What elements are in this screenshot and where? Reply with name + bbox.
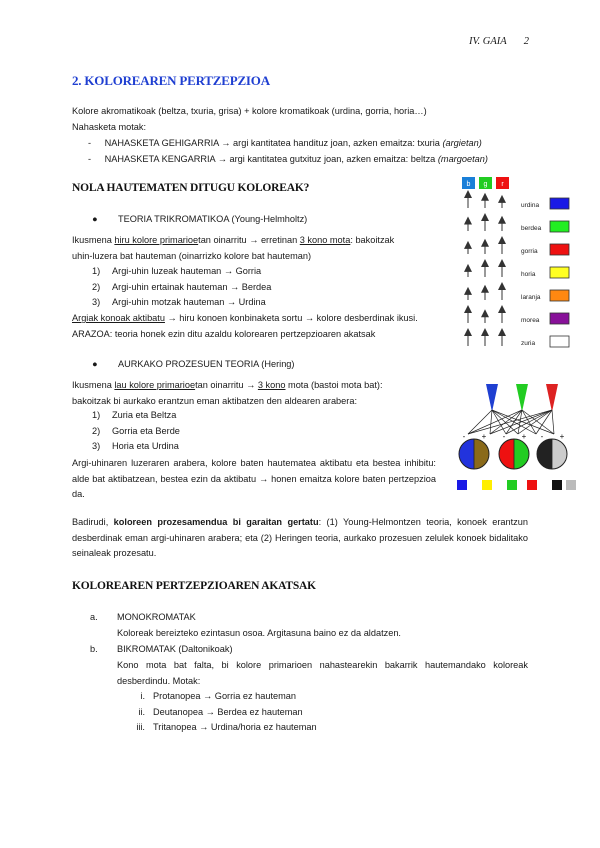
list-number: 1) — [92, 410, 101, 420]
list-text: Deutanopea → Berdea ez hauteman — [153, 706, 303, 717]
color-label: gorria — [521, 248, 538, 255]
opponent-cell-half — [459, 439, 474, 469]
theory1-paragraph — [72, 233, 450, 264]
section-title-perception: NOLA HAUTEMATEN DITUGU KOLOREAK? — [72, 182, 310, 194]
neural-connection — [468, 410, 552, 434]
mix-additive — [88, 136, 482, 152]
theory1-list — [92, 264, 271, 311]
list-text: Zuria eta Beltza — [112, 410, 177, 420]
text-bold: koloreen prozesamendua bi garaitan gertatu — [113, 517, 319, 527]
theory-opponent-title — [92, 357, 294, 373]
polarity-sign: - — [540, 432, 544, 441]
arrow-head — [498, 216, 506, 224]
arrow-head — [481, 259, 489, 267]
defect-title: BIKROMATAK (Daltonikoak) — [117, 644, 233, 654]
defect-b — [90, 642, 233, 658]
arrow-head — [498, 305, 506, 313]
text: mota (bastoi mota bat): — [285, 380, 383, 390]
arrow-head — [498, 282, 506, 290]
text: : (1) Young-Helmontzen teoria, konoek erantzun desberdinak eman argi-uhinaren arabera; eta (2) Heringen teoria, aurkako prozesuen zelulek konoek bidalitako seinaleak prozesatu. — [72, 517, 528, 558]
dash: - — [88, 138, 92, 148]
arrow-head — [464, 190, 472, 198]
arrow-head — [498, 195, 506, 203]
dichromat-types — [119, 689, 317, 736]
text-underlined: lau kolore primarioe — [114, 380, 196, 390]
color-label: morea — [521, 317, 540, 324]
section-title-defects: KOLOREAREN PERTZEPZIOAREN AKATSAK — [72, 580, 316, 592]
neural-connection — [490, 410, 492, 434]
color-label: horia — [521, 271, 536, 278]
text-underlined: 3 kono mota — [299, 235, 351, 245]
cone-icon — [486, 384, 498, 412]
theory-trichromatic-title — [92, 212, 307, 228]
color-swatch — [550, 267, 569, 278]
text: uhin-luzera bat hauteman (oinarrizko kolore bat hauteman) — [72, 250, 312, 261]
defect-a — [90, 610, 196, 626]
text-underlined: Argiak konoak aktibatu — [72, 313, 165, 323]
output-color-swatch — [566, 480, 576, 490]
intro-line-1: Kolore akromatikoak (beltza, txuria, grisa) + kolore kromatikoak (urdina, gorria, horia…) — [72, 106, 427, 116]
list-text: Argi-uhin luzeak hauteman → Gorria — [112, 266, 262, 276]
opponent-cell-half — [552, 439, 567, 469]
theory-title-text: TEORIA TRIKROMATIKOA (Young-Helmholtz) — [118, 214, 308, 224]
list-number: 2) — [92, 281, 101, 292]
cone-header-label: g — [483, 181, 488, 188]
text: : bakoitzak — [350, 235, 395, 245]
text: Badirudi, — [72, 517, 114, 527]
page-title: 2. KOLOREAREN PERTZEPZIOA — [72, 73, 270, 88]
theory1-activation — [72, 311, 418, 327]
mix-subtractive-note: (margoetan) — [437, 154, 488, 164]
opponent-cell-half — [537, 439, 552, 469]
cone-icon — [516, 384, 528, 412]
output-color-swatch — [457, 480, 467, 490]
arrow-head — [481, 285, 489, 293]
opponent-cell-half — [514, 439, 529, 469]
theory2-paragraph — [72, 378, 436, 409]
conclusion-paragraph — [72, 515, 528, 562]
arrow-head — [481, 193, 489, 201]
list-item — [119, 705, 317, 721]
list-item — [92, 408, 180, 424]
arrow-head — [481, 309, 489, 317]
list-item — [92, 424, 180, 440]
arrow-head — [464, 328, 472, 336]
arrow-head — [498, 328, 506, 336]
arrow-head — [464, 264, 472, 272]
arrow-head — [464, 287, 472, 295]
defect-a-text: Koloreak bereizteko ezintasun osoa. Argitasuna baino ez da aldatzen. — [117, 628, 401, 638]
opponent-cell-half — [499, 439, 514, 469]
list-marker: ii. — [138, 706, 145, 717]
arrow-head — [481, 213, 489, 221]
color-label: zuria — [521, 340, 536, 347]
arrow-head — [464, 241, 472, 249]
mix-subtractive-text: NAHASKETA KENGARRIA → argi kantitatea gutxituz joan, azken emaitza: beltza — [104, 154, 438, 164]
opponent-cell-half — [474, 439, 489, 469]
output-color-swatch — [507, 480, 517, 490]
output-color-swatch — [552, 480, 562, 490]
text: tan oinarritu → — [195, 380, 258, 390]
list-item — [92, 439, 180, 455]
list-number: 3) — [92, 297, 101, 307]
arrow-head — [481, 328, 489, 336]
bullet-icon: ● — [92, 214, 98, 224]
defect-b-text: Kono mota bat falta, bi kolore primarioen nahastearekin bakarrik hautemandako koloreak desberdindu. Motak: — [117, 660, 528, 686]
dash: - — [88, 154, 92, 164]
bullet-icon: ● — [92, 359, 98, 369]
cone-header-label: r — [501, 181, 504, 188]
page-header — [469, 36, 529, 47]
text: bakoitzak bi aurkako erantzun eman aktibatzen den aldearen arabera: — [72, 395, 357, 406]
polarity-sign: - — [502, 432, 506, 441]
opponent-process-diagram — [452, 382, 582, 494]
arrow-head — [498, 259, 506, 267]
list-item — [119, 720, 317, 736]
color-swatch — [550, 313, 569, 324]
theory-title-text: AURKAKO PROZESUEN TEORIA (Hering) — [118, 359, 295, 369]
text: Ikusmena — [72, 380, 115, 390]
color-swatch — [550, 336, 569, 347]
arrow-head — [464, 305, 472, 313]
mix-additive-note: (argietan) — [442, 138, 482, 148]
list-text: Protanopea → Gorria ez hauteman — [153, 691, 296, 701]
text-underlined: hiru kolore primarioe — [114, 235, 199, 245]
list-marker: b. — [90, 644, 98, 654]
theory2-explanation: Argi-uhinaren luzeraren arabera, kolore baten hautematea aktibatu eta bestea inhibitu: alde bat aktibatzean, bestea ezin da aktibatu → honen emaitza kolore baten pertzepzioa da. — [72, 458, 436, 499]
arrow-head — [498, 236, 506, 244]
text: tan oinarritu → erretinan — [198, 235, 300, 245]
color-label: laranja — [521, 294, 541, 301]
color-swatch — [550, 221, 569, 232]
color-label: berdea — [521, 225, 542, 232]
cone-icon — [546, 384, 558, 412]
color-label: urdina — [521, 202, 540, 209]
page-number: 2 — [523, 36, 530, 47]
list-number: 2) — [92, 425, 101, 436]
list-marker: iii. — [136, 722, 145, 732]
theory1-problem: ARAZOA: teoria honek ezin ditu azaldu kolorearen pertzepzioaren akatsak — [72, 329, 376, 339]
list-text: Argi-uhin motzak hauteman → Urdina — [112, 297, 266, 307]
polarity-sign: + — [521, 432, 527, 441]
list-marker: i. — [140, 691, 145, 701]
list-item — [92, 280, 271, 296]
list-text: Horia eta Urdina — [112, 441, 179, 451]
text-underlined: 3 kono — [257, 380, 286, 390]
list-marker: a. — [90, 612, 98, 622]
trichromatic-diagram — [456, 175, 576, 375]
list-text: Gorria eta Berde — [112, 425, 180, 436]
list-item — [92, 264, 271, 280]
color-swatch — [550, 290, 569, 301]
output-color-swatch — [482, 480, 492, 490]
output-color-swatch — [527, 480, 537, 490]
list-number: 3) — [92, 441, 101, 451]
mix-subtractive — [88, 152, 488, 168]
polarity-sign: - — [462, 432, 466, 441]
neural-connection — [552, 410, 554, 434]
defect-title: MONOKROMATAK — [117, 612, 196, 622]
color-swatch — [550, 244, 569, 255]
text: Ikusmena — [72, 235, 115, 245]
list-text: Tritanopea → Urdina/horia ez hauteman — [153, 722, 317, 732]
chapter-label: IV. GAIA — [469, 36, 507, 47]
polarity-sign: + — [559, 432, 565, 441]
cone-header-label: b — [466, 181, 471, 188]
list-number: 1) — [92, 266, 101, 276]
arrow-head — [481, 239, 489, 247]
mix-additive-text: NAHASKETA GEHIGARRIA → argi kantitatea handituz joan, azken emaitza: txuria — [104, 138, 443, 148]
theory2-list — [92, 408, 180, 455]
color-swatch — [550, 198, 569, 209]
list-text: Argi-uhin ertainak hauteman → Berdea — [112, 281, 272, 292]
polarity-sign: + — [481, 432, 487, 441]
text: → hiru konoen konbinaketa sortu → kolore desberdinak ikusi. — [164, 313, 418, 323]
list-item — [92, 295, 271, 311]
list-item — [119, 689, 317, 705]
intro-line-2: Nahasketa motak: — [72, 122, 147, 132]
arrow-head — [464, 217, 472, 225]
